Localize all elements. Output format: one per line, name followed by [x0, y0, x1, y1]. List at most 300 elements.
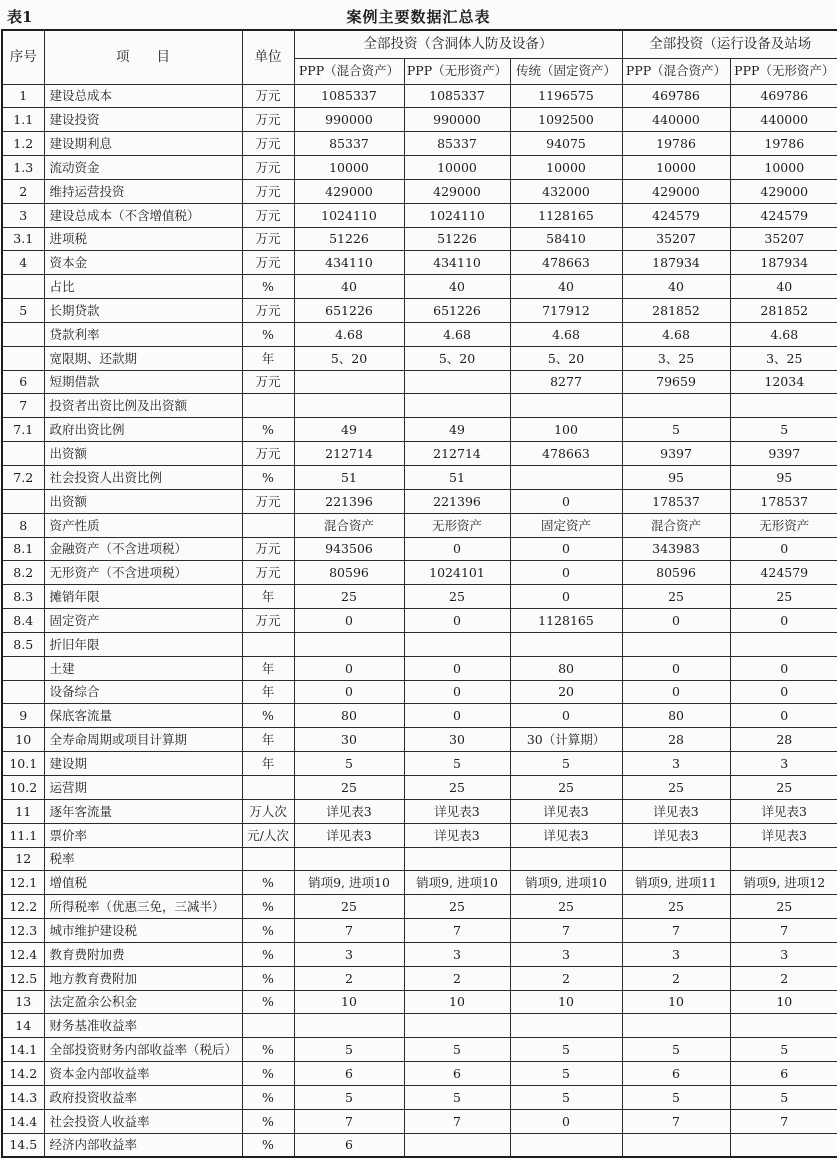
row-value: 6	[294, 1062, 404, 1086]
row-value	[404, 847, 510, 871]
row-unit: 万元	[242, 442, 294, 466]
row-value: 详见表3	[622, 823, 730, 847]
row-value: 固定资产	[510, 513, 622, 537]
row-value: 0	[294, 656, 404, 680]
row-unit: %	[242, 942, 294, 966]
row-value: 0	[404, 704, 510, 728]
row-item: 政府投资收益率	[44, 1085, 242, 1109]
row-value	[404, 370, 510, 394]
row-unit: 万元	[242, 251, 294, 275]
row-value	[404, 1133, 510, 1157]
table-row	[2, 656, 837, 680]
header-subcol-ppp-mixed-2: PPP（混合资产）	[622, 58, 730, 84]
row-value: 25	[622, 775, 730, 799]
row-item: 维持运营投资	[44, 179, 242, 203]
row-item: 流动资金	[44, 156, 242, 180]
row-value: 35207	[622, 227, 730, 251]
row-value: 469786	[730, 84, 837, 108]
row-value: 10000	[510, 156, 622, 180]
header-group-total-investment-2: 全部投资（运行设备及站场	[622, 30, 837, 58]
row-item: 建设投资	[44, 108, 242, 132]
row-no: 1.3	[2, 156, 44, 180]
row-no: 4	[2, 251, 44, 275]
row-unit	[242, 394, 294, 418]
row-value: 1128165	[510, 203, 622, 227]
row-value: 25	[404, 775, 510, 799]
row-unit: 万元	[242, 156, 294, 180]
row-value	[622, 1014, 730, 1038]
row-item: 地方教育费附加	[44, 966, 242, 990]
row-no: 8.3	[2, 585, 44, 609]
table-row	[2, 775, 837, 799]
row-item: 设备综合	[44, 680, 242, 704]
row-unit: %	[242, 1062, 294, 1086]
row-item: 税率	[44, 847, 242, 871]
row-value: 5、20	[294, 346, 404, 370]
row-value: 429000	[294, 179, 404, 203]
row-value: 651226	[294, 299, 404, 323]
table-row	[2, 1062, 837, 1086]
row-value	[510, 1014, 622, 1038]
table-row	[2, 728, 837, 752]
row-no: 1	[2, 84, 44, 108]
row-no: 8.2	[2, 561, 44, 585]
row-value: 10000	[622, 156, 730, 180]
row-value	[510, 1133, 622, 1157]
row-item: 宽限期、还款期	[44, 346, 242, 370]
row-value: 2	[510, 966, 622, 990]
row-value: 0	[404, 680, 510, 704]
row-value: 5、20	[404, 346, 510, 370]
table-row	[2, 871, 837, 895]
row-value: 4.68	[730, 322, 837, 346]
row-item: 财务基准收益率	[44, 1014, 242, 1038]
row-no: 11.1	[2, 823, 44, 847]
table-row	[2, 585, 837, 609]
row-value: 30	[404, 728, 510, 752]
row-no: 10.1	[2, 752, 44, 776]
row-unit: 万元	[242, 132, 294, 156]
row-value: 7	[730, 1109, 837, 1133]
row-value: 25	[294, 895, 404, 919]
row-value: 7	[622, 919, 730, 943]
table-row	[2, 132, 837, 156]
row-value: 28	[622, 728, 730, 752]
row-value: 0	[510, 561, 622, 585]
table-row	[2, 322, 837, 346]
row-value: 30	[294, 728, 404, 752]
row-value: 3	[730, 752, 837, 776]
row-value: 3	[622, 752, 730, 776]
row-item: 资产性质	[44, 513, 242, 537]
row-item: 出资额	[44, 489, 242, 513]
row-value: 10	[510, 990, 622, 1014]
row-value: 7	[404, 919, 510, 943]
row-value: 0	[404, 609, 510, 633]
row-value: 3、25	[622, 346, 730, 370]
row-value	[622, 1133, 730, 1157]
row-value: 详见表3	[510, 799, 622, 823]
row-unit	[242, 847, 294, 871]
row-no: 1.1	[2, 108, 44, 132]
row-value: 详见表3	[294, 823, 404, 847]
row-value: 25	[404, 585, 510, 609]
row-value: 0	[510, 537, 622, 561]
row-value: 10	[294, 990, 404, 1014]
row-no	[2, 656, 44, 680]
row-value: 5	[510, 1085, 622, 1109]
table-row	[2, 704, 837, 728]
row-value: 94075	[510, 132, 622, 156]
row-no	[2, 346, 44, 370]
row-value: 30（计算期）	[510, 728, 622, 752]
table-row	[2, 418, 837, 442]
table-row	[2, 1133, 837, 1157]
row-value: 8277	[510, 370, 622, 394]
row-value: 0	[622, 656, 730, 680]
row-value: 281852	[730, 299, 837, 323]
row-item: 无形资产（不含进项税）	[44, 561, 242, 585]
row-no: 13	[2, 990, 44, 1014]
row-unit: %	[242, 990, 294, 1014]
row-value: 429000	[622, 179, 730, 203]
row-value: 187934	[730, 251, 837, 275]
row-value: 2	[404, 966, 510, 990]
row-value	[730, 1014, 837, 1038]
header-subcol-ppp-intangible-1: PPP（无形资产）	[404, 58, 510, 84]
row-unit	[242, 632, 294, 656]
row-value: 651226	[404, 299, 510, 323]
table-row	[2, 1038, 837, 1062]
row-value: 178537	[622, 489, 730, 513]
row-value: 详见表3	[622, 799, 730, 823]
row-value: 5	[510, 1062, 622, 1086]
row-value: 80	[510, 656, 622, 680]
row-value	[294, 370, 404, 394]
row-unit: 万元	[242, 227, 294, 251]
row-no: 1.2	[2, 132, 44, 156]
row-value: 432000	[510, 179, 622, 203]
row-value: 销项9, 进项12	[730, 871, 837, 895]
row-no: 5	[2, 299, 44, 323]
row-no: 6	[2, 370, 44, 394]
row-value: 1024101	[404, 561, 510, 585]
row-unit: 年	[242, 346, 294, 370]
header-subcol-ppp-mixed-1: PPP（混合资产）	[294, 58, 404, 84]
row-unit: 万元	[242, 179, 294, 203]
row-unit: %	[242, 895, 294, 919]
row-value: 25	[730, 895, 837, 919]
row-unit: %	[242, 275, 294, 299]
row-value: 详见表3	[404, 823, 510, 847]
row-value: 40	[510, 275, 622, 299]
table-row	[2, 966, 837, 990]
table-row	[2, 919, 837, 943]
row-value: 3	[404, 942, 510, 966]
row-value: 440000	[622, 108, 730, 132]
row-value: 51	[294, 466, 404, 490]
row-value: 281852	[622, 299, 730, 323]
row-no: 10	[2, 728, 44, 752]
table-number-label: 表1	[7, 8, 33, 26]
row-value: 1085337	[294, 84, 404, 108]
row-value	[510, 466, 622, 490]
row-value: 9397	[730, 442, 837, 466]
row-value: 40	[294, 275, 404, 299]
table-row	[2, 156, 837, 180]
row-value: 2	[622, 966, 730, 990]
row-value: 3	[730, 942, 837, 966]
row-value: 5	[404, 752, 510, 776]
row-unit: 元/人次	[242, 823, 294, 847]
row-value: 80	[622, 704, 730, 728]
row-value: 混合资产	[622, 513, 730, 537]
row-value: 95	[730, 466, 837, 490]
row-value	[294, 394, 404, 418]
row-value: 478663	[510, 442, 622, 466]
row-unit: 万元	[242, 561, 294, 585]
row-unit	[242, 513, 294, 537]
row-value: 10000	[294, 156, 404, 180]
row-value: 40	[730, 275, 837, 299]
row-value: 2	[294, 966, 404, 990]
row-item: 保底客流量	[44, 704, 242, 728]
row-unit: 年	[242, 585, 294, 609]
row-value: 10	[730, 990, 837, 1014]
row-value: 20	[510, 680, 622, 704]
row-value	[730, 394, 837, 418]
row-no	[2, 322, 44, 346]
row-value: 25	[730, 585, 837, 609]
header-subcol-traditional-fixed: 传统（固定资产）	[510, 58, 622, 84]
row-value: 440000	[730, 108, 837, 132]
row-no: 14.3	[2, 1085, 44, 1109]
header-col-no: 序号	[2, 30, 44, 84]
row-value: 1024110	[294, 203, 404, 227]
row-item: 折旧年限	[44, 632, 242, 656]
row-item: 法定盈余公积金	[44, 990, 242, 1014]
row-value: 25	[622, 895, 730, 919]
row-value: 25	[510, 895, 622, 919]
row-value: 469786	[622, 84, 730, 108]
row-value: 销项9, 进项10	[404, 871, 510, 895]
row-value	[730, 632, 837, 656]
row-value: 6	[730, 1062, 837, 1086]
row-item: 社会投资人出资比例	[44, 466, 242, 490]
row-unit: %	[242, 322, 294, 346]
row-item: 短期借款	[44, 370, 242, 394]
row-item: 摊销年限	[44, 585, 242, 609]
row-value: 混合资产	[294, 513, 404, 537]
row-item: 固定资产	[44, 609, 242, 633]
row-unit: 万元	[242, 537, 294, 561]
row-value: 4.68	[622, 322, 730, 346]
row-value	[510, 847, 622, 871]
row-unit: 万人次	[242, 799, 294, 823]
row-value	[294, 632, 404, 656]
row-value: 1085337	[404, 84, 510, 108]
row-value: 3	[294, 942, 404, 966]
table-row	[2, 108, 837, 132]
row-no: 14.4	[2, 1109, 44, 1133]
table-row	[2, 346, 837, 370]
row-item: 长期贷款	[44, 299, 242, 323]
summary-table	[1, 29, 837, 1158]
table-row	[2, 632, 837, 656]
row-item: 城市维护建设税	[44, 919, 242, 943]
row-value: 212714	[404, 442, 510, 466]
row-no: 8.5	[2, 632, 44, 656]
row-value: 85337	[294, 132, 404, 156]
row-item: 资本金内部收益率	[44, 1062, 242, 1086]
row-value: 49	[294, 418, 404, 442]
row-value: 7	[510, 919, 622, 943]
row-value: 424579	[730, 561, 837, 585]
row-item: 资本金	[44, 251, 242, 275]
row-no: 14.2	[2, 1062, 44, 1086]
row-value: 7	[622, 1109, 730, 1133]
row-unit: 万元	[242, 84, 294, 108]
table-row	[2, 609, 837, 633]
row-item: 逐年客流量	[44, 799, 242, 823]
row-value: 478663	[510, 251, 622, 275]
row-value	[404, 394, 510, 418]
row-value: 80	[294, 704, 404, 728]
row-value: 0	[294, 680, 404, 704]
table-row	[2, 251, 837, 275]
row-item: 票价率	[44, 823, 242, 847]
row-no	[2, 275, 44, 299]
row-value: 5	[622, 1085, 730, 1109]
row-no: 3	[2, 203, 44, 227]
row-unit: %	[242, 966, 294, 990]
table-row	[2, 394, 837, 418]
row-no: 14.5	[2, 1133, 44, 1157]
row-value: 990000	[294, 108, 404, 132]
row-item: 经济内部收益率	[44, 1133, 242, 1157]
row-value: 7	[294, 919, 404, 943]
row-item: 金融资产（不含进项税）	[44, 537, 242, 561]
row-no: 12.3	[2, 919, 44, 943]
row-unit	[242, 775, 294, 799]
row-item: 建设期	[44, 752, 242, 776]
row-unit: %	[242, 919, 294, 943]
row-value: 0	[404, 656, 510, 680]
row-value: 40	[404, 275, 510, 299]
row-no	[2, 489, 44, 513]
row-no	[2, 442, 44, 466]
table-row	[2, 442, 837, 466]
table-row	[2, 942, 837, 966]
row-value: 5、20	[510, 346, 622, 370]
row-no: 11	[2, 799, 44, 823]
row-no: 12.2	[2, 895, 44, 919]
row-value: 1128165	[510, 609, 622, 633]
row-value: 5	[730, 418, 837, 442]
row-value: 79659	[622, 370, 730, 394]
row-value: 6	[404, 1062, 510, 1086]
row-no	[2, 680, 44, 704]
row-value: 详见表3	[404, 799, 510, 823]
row-value: 212714	[294, 442, 404, 466]
row-no: 12.1	[2, 871, 44, 895]
row-value: 10000	[404, 156, 510, 180]
row-value: 990000	[404, 108, 510, 132]
row-unit: 年	[242, 728, 294, 752]
row-value: 销项9, 进项10	[294, 871, 404, 895]
row-item: 土建	[44, 656, 242, 680]
row-unit: %	[242, 1038, 294, 1062]
row-unit: %	[242, 418, 294, 442]
row-unit: 万元	[242, 299, 294, 323]
row-unit: 万元	[242, 203, 294, 227]
row-unit: %	[242, 1133, 294, 1157]
row-value: 详见表3	[294, 799, 404, 823]
row-value	[622, 394, 730, 418]
row-value: 95	[622, 466, 730, 490]
row-value: 1092500	[510, 108, 622, 132]
row-value: 5	[404, 1085, 510, 1109]
table-row	[2, 1085, 837, 1109]
table-row	[2, 1109, 837, 1133]
row-value: 0	[730, 656, 837, 680]
row-value: 5	[730, 1085, 837, 1109]
row-unit: 万元	[242, 609, 294, 633]
row-value: 19786	[730, 132, 837, 156]
row-value: 0	[510, 489, 622, 513]
row-value: 434110	[294, 251, 404, 275]
row-item: 增值税	[44, 871, 242, 895]
row-value: 80596	[622, 561, 730, 585]
row-item: 建设总成本	[44, 84, 242, 108]
row-value: 5	[730, 1038, 837, 1062]
row-unit: 年	[242, 680, 294, 704]
row-value: 25	[294, 585, 404, 609]
row-value: 80596	[294, 561, 404, 585]
row-value: 6	[622, 1062, 730, 1086]
row-value: 6	[294, 1133, 404, 1157]
row-unit: 年	[242, 752, 294, 776]
row-unit: %	[242, 466, 294, 490]
row-unit: 万元	[242, 370, 294, 394]
row-value: 49	[404, 418, 510, 442]
table-row	[2, 466, 837, 490]
row-item: 建设总成本（不含增值税）	[44, 203, 242, 227]
row-no: 14	[2, 1014, 44, 1038]
row-no: 12.4	[2, 942, 44, 966]
row-item: 全寿命周期或项目计算期	[44, 728, 242, 752]
row-unit	[242, 1014, 294, 1038]
row-no: 12.5	[2, 966, 44, 990]
row-value: 7	[730, 919, 837, 943]
row-value: 5	[404, 1038, 510, 1062]
row-value: 25	[510, 775, 622, 799]
row-value	[510, 394, 622, 418]
row-unit: 年	[242, 656, 294, 680]
row-value: 0	[510, 1109, 622, 1133]
row-value: 424579	[622, 203, 730, 227]
row-value: 25	[294, 775, 404, 799]
row-value: 343983	[622, 537, 730, 561]
row-value: 85337	[404, 132, 510, 156]
row-value: 35207	[730, 227, 837, 251]
row-value: 0	[294, 609, 404, 633]
row-item: 运营期	[44, 775, 242, 799]
row-value: 434110	[404, 251, 510, 275]
row-value: 25	[404, 895, 510, 919]
table-row	[2, 275, 837, 299]
row-value: 0	[510, 585, 622, 609]
